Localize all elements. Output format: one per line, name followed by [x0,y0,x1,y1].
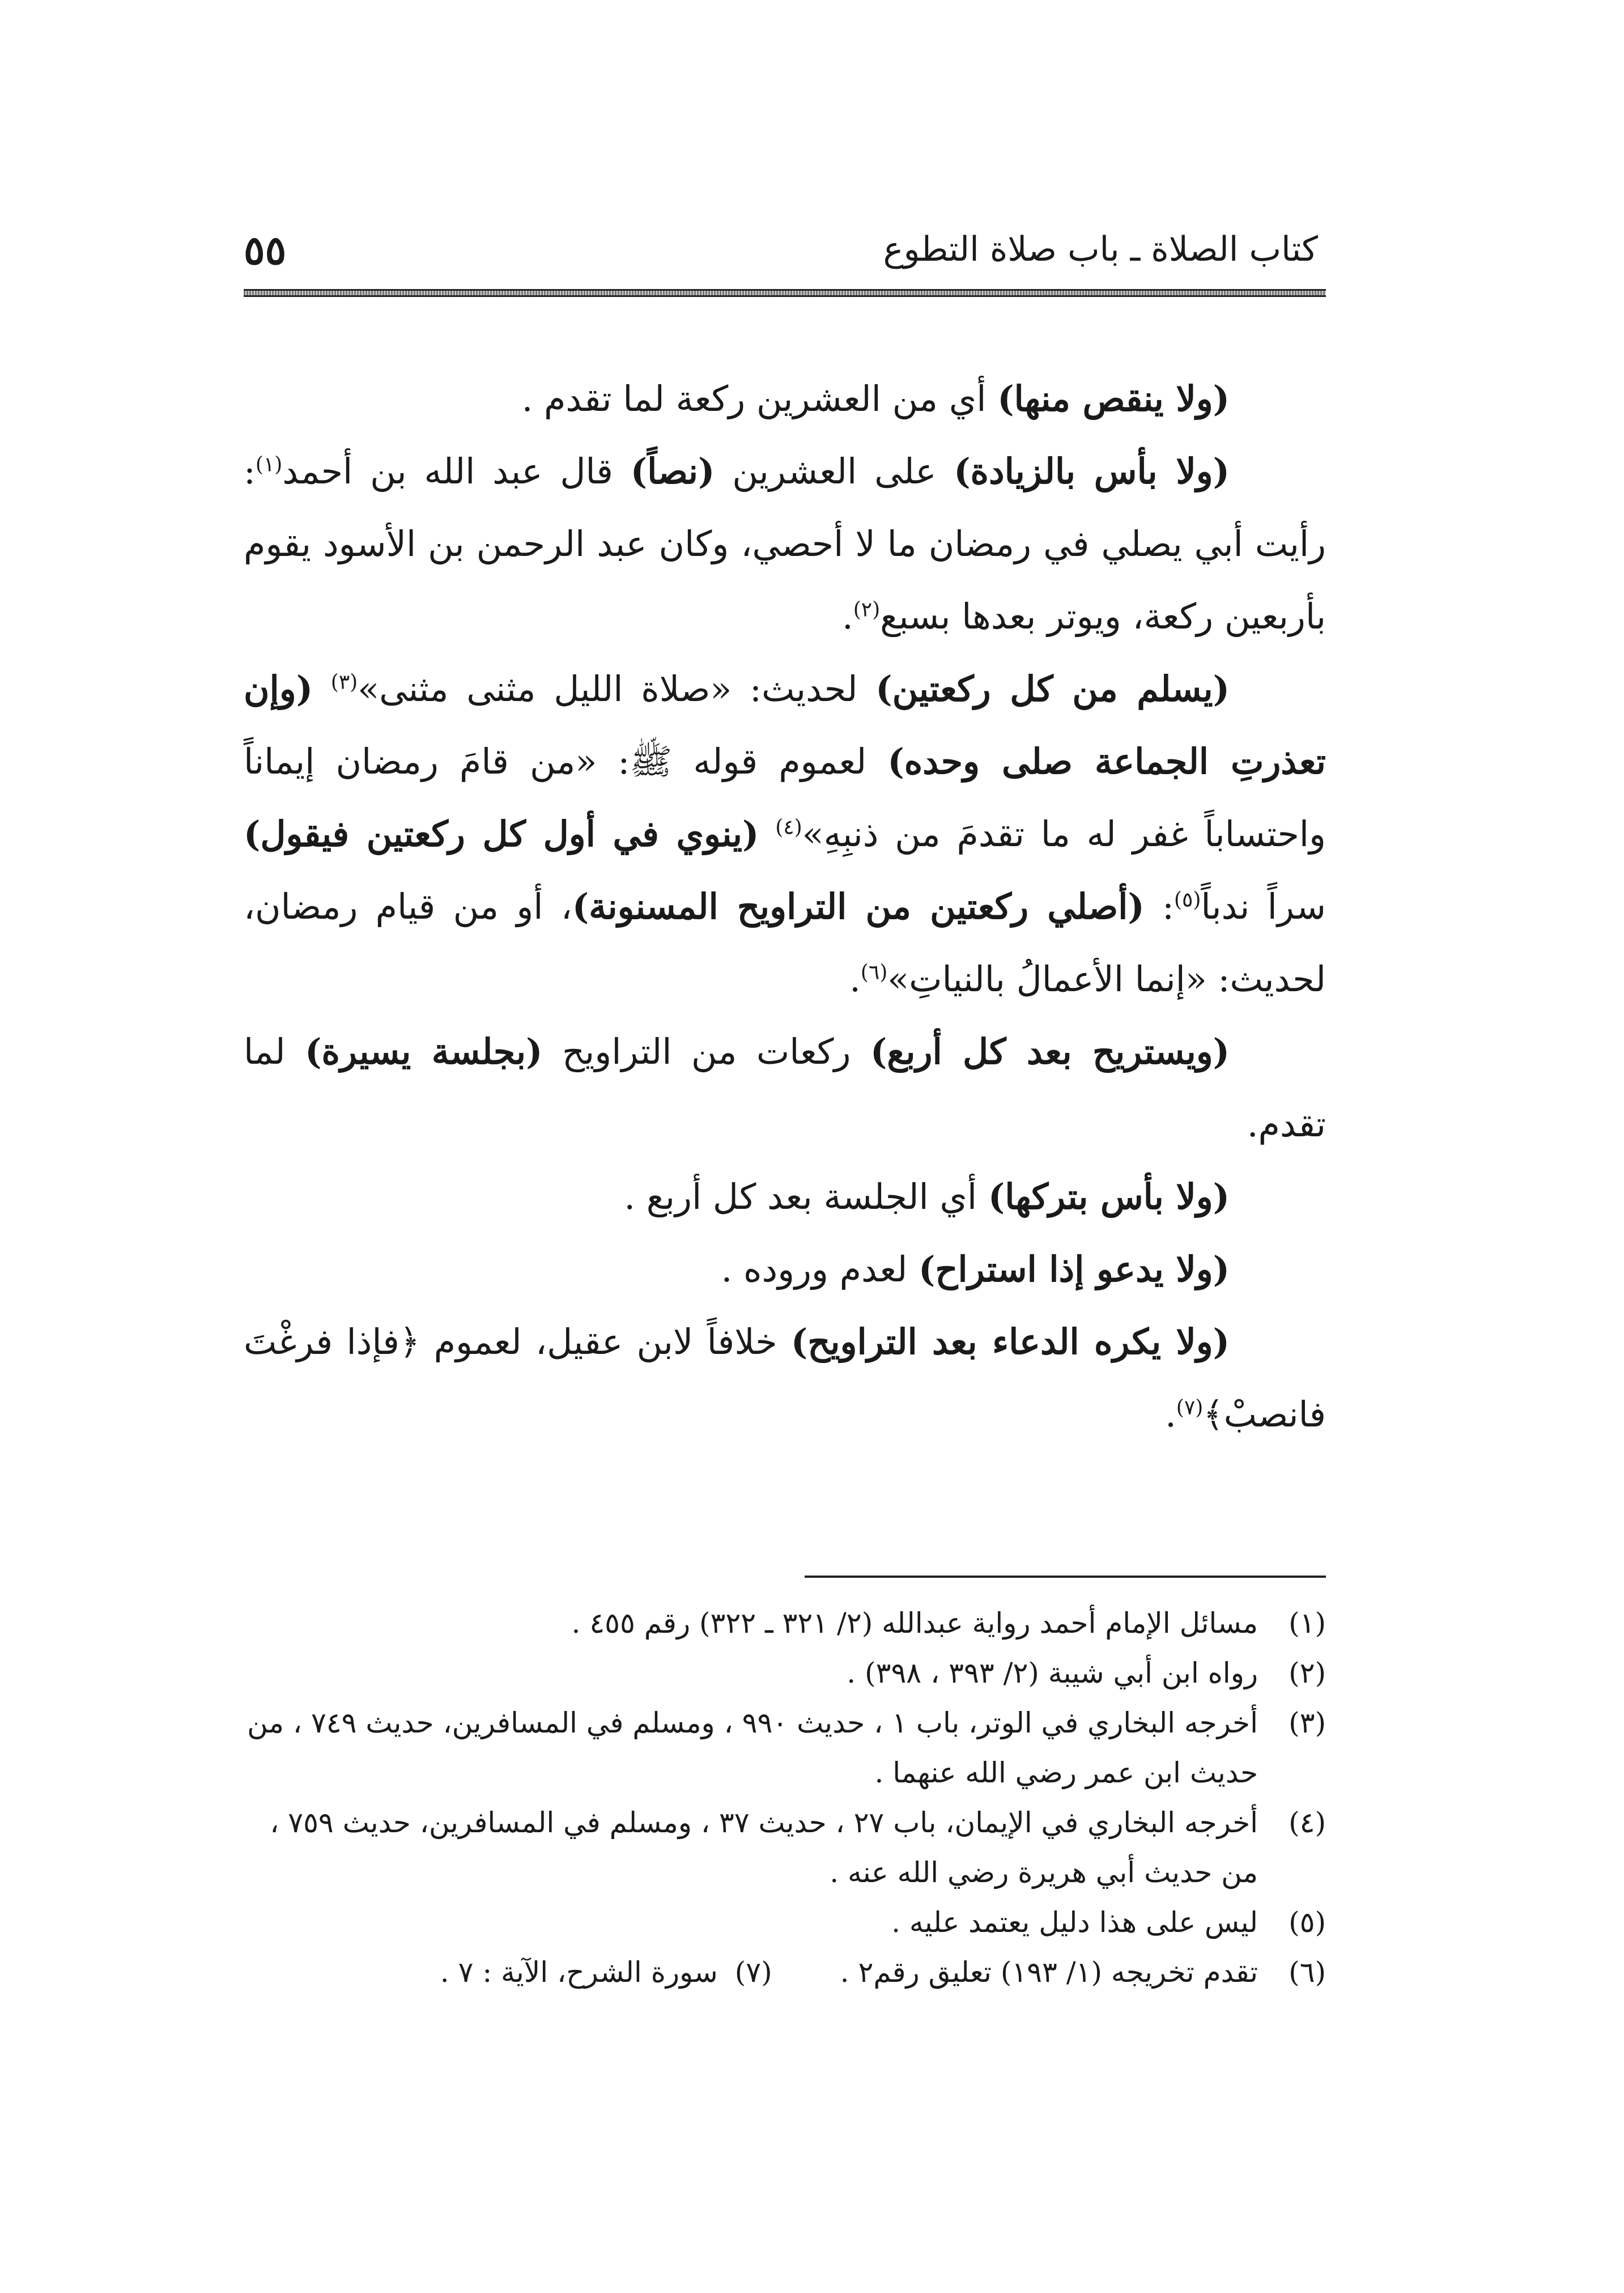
paragraph-2 [244,435,1326,653]
footnote-text: تقدم تخريجه (١/ ١٩٣) تعليق رقم٢ . [840,1956,1258,1989]
text-run: ، أو من قيام رمضان، لحديث: «إنما الأعمالُ بالنياتِ» [244,886,1326,1000]
footnote-ref[interactable]: (٦) [860,961,888,984]
footnote-number: (٤) [1289,1806,1326,1839]
text-run [759,813,775,855]
text-run: قال عبد الله بن أحمد [282,451,631,492]
paragraph-5 [244,1161,1326,1233]
footnotes [244,1598,1326,1997]
text-run: أي من العشرين ركعة لما تقدم . [521,378,998,419]
page-number: ٥٥ [244,227,287,274]
paragraph-3 [244,653,1326,1016]
footnote-3 [244,1698,1326,1798]
bold-term: (ولا يدعو إذا استراح) [919,1249,1230,1290]
text-run: سراً ندباً [1201,886,1327,927]
text-run: : [1144,886,1174,927]
footnote-ref[interactable]: (٢) [853,598,881,622]
bold-term: (ينوي في أول كل ركعتين فيقول) [244,813,759,855]
footnote-text: رواه ابن أبي شيبة (٢/ ٣٩٣ ، ٣٩٨) . [847,1657,1258,1689]
bold-term: (ولا يكره الدعاء بعد التراويح) [790,1321,1230,1362]
footnote-2 [244,1648,1326,1698]
footnote-number: (١) [1289,1607,1326,1640]
footnote-text: مسائل الإمام أحمد رواية عبدالله (٢/ ٣٢١ ـ ٣٢٢) رقم ٤٥٥ . [571,1607,1258,1640]
paragraph-1 [244,363,1326,435]
text-run: : رأيت أبي يصلي في رمضان ما لا أحصي، وكان عبد الرحمن بن الأسود يقوم بأربعين ركعة، ويوتر بعدها بسبع [244,451,1326,637]
footnote-row-6-7 [244,1947,1326,1997]
footnote-text: أخرجه البخاري في الإيمان، باب ٢٧ ، حديث ٣٧ ، ومسلم في المسافرين، حديث ٧٥٩ ، من حديث أبي هريرة رضي الله عنه . [270,1806,1258,1889]
text-run: لعدم وروده . [721,1249,919,1290]
footnote-number: (٧) [734,1956,772,1989]
text-run [313,668,331,710]
text-run: . [841,596,853,637]
footnote-text: سورة الشرح، الآية : ٧ . [440,1956,718,1989]
footnote-4 [244,1798,1326,1897]
bold-term: (ولا بأس بالزيادة) [954,451,1230,492]
text-run: لحديث: «صلاة الليل مثنى مثنى» [358,668,876,710]
text-run: أي الجلسة بعد كل أربع . [624,1176,988,1217]
footnote-text: ليس على هذا دليل يعتمد عليه . [891,1906,1258,1939]
text-run: . [1165,1394,1176,1435]
bold-term: (نصاً) [630,451,715,492]
text-run: خلافاً لابن عقيل، لعموم ﴿فإذا فرغْتَ فانصبْ﴾ [244,1321,1326,1435]
footnote-5 [244,1897,1326,1947]
paragraph-6 [244,1233,1326,1306]
bold-term: (بجلسة يسيرة) [305,1031,543,1072]
footnote-ref[interactable]: (٣) [330,670,358,694]
footnote-1 [244,1598,1326,1648]
footnote-number: (٦) [1289,1956,1326,1989]
text-run: لعموم قوله ﷺ: «من قامَ رمضان إيماناً واحتساباً غفر له ما تقدمَ من ذنبِهِ» [244,741,1326,855]
text-run: لما تقدم. [244,1031,1326,1145]
header-rule [244,289,1326,297]
footnote-ref[interactable]: (٤) [775,816,802,839]
footnote-text: أخرجه البخاري في الوتر، باب ١ ، حديث ٩٩٠ ، ومسلم في المسافرين، حديث ٧٤٩ ، من حديث ابن عمر رضي الله عنهما . [247,1706,1258,1789]
paragraph-7 [244,1306,1326,1451]
footnote-number: (٣) [1289,1706,1326,1739]
bold-term: (ويستريح بعد كل أربع) [870,1031,1230,1072]
footnote-number: (٢) [1289,1657,1326,1689]
bold-term: (ولا ينقص منها) [997,378,1230,419]
footnote-separator [805,1576,1326,1578]
bold-term: (وإن تعذرتِ الجماعة صلى وحده) [244,668,1327,782]
bold-term: (ولا بأس بتركها) [988,1176,1230,1217]
footnote-ref[interactable]: (٧) [1176,1396,1204,1420]
running-header-title: كتاب الصلاة ـ باب صلاة التطوع [883,230,1318,269]
footnote-number: (٥) [1289,1906,1326,1939]
footnote-ref[interactable]: (١) [255,453,283,477]
main-text [244,363,1326,1451]
text-run: على العشرين [715,451,954,492]
paragraph-4 [244,1016,1326,1161]
bold-term: (أصلي ركعتين من التراويح المسنونة) [572,886,1145,927]
text-run: ركعات من التراويح [542,1031,870,1072]
bold-term: (يسلم من كل ركعتين) [875,668,1230,710]
footnote-ref[interactable]: (٥) [1174,888,1201,912]
text-run: . [849,958,861,1000]
